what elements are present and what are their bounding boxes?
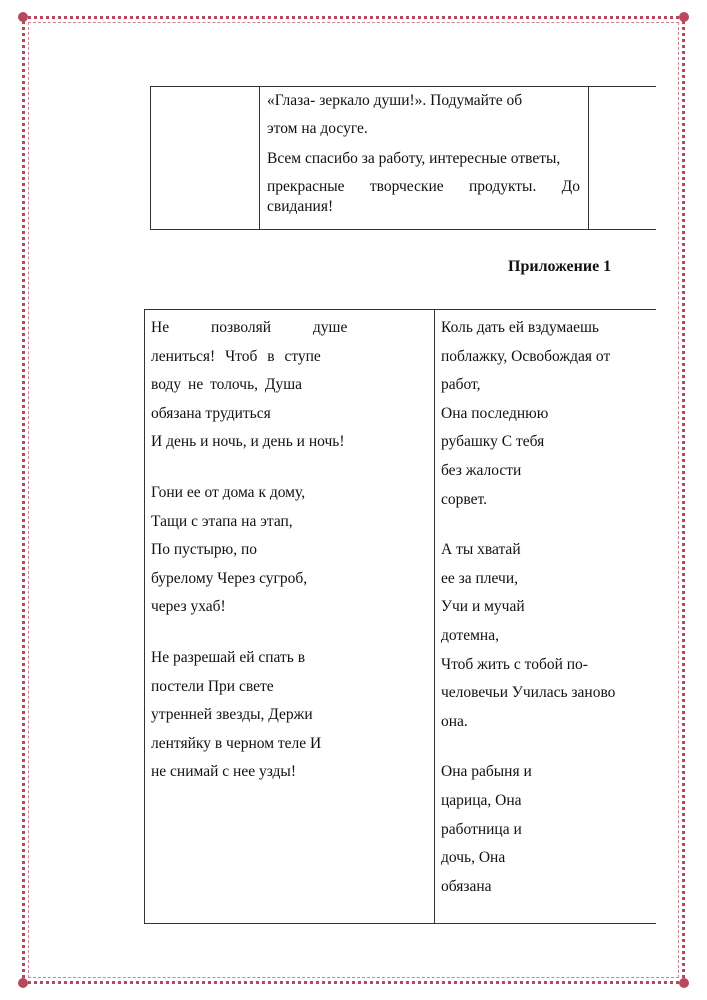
poem-line: А ты хватай (441, 541, 521, 559)
poem-line: Гони ее от дома к дому, (151, 483, 306, 501)
poem-line: Она рабыня и (441, 763, 532, 781)
poem-line: поблажку, Освобождая от (441, 347, 611, 365)
poem-stanza (151, 644, 434, 787)
poem-line: Коль дать ей вздумаешь (441, 319, 599, 336)
poem-line: без жалости (441, 461, 522, 479)
poem-stanza (441, 536, 656, 736)
poem-line: Не разрешай ей спать в (151, 648, 306, 666)
poem-line: царица, Она (441, 791, 522, 809)
poem-line: она. (441, 712, 468, 730)
poem-line: лентяйку в черном теле И (151, 734, 322, 752)
poem-right-column (435, 310, 657, 924)
border-corner-ornament (18, 978, 28, 988)
poem-line: воду не толочь, Душа (151, 376, 303, 394)
poem-line: По пустырю, по (151, 541, 258, 559)
poem-line: ее за плечи, (441, 569, 519, 587)
table-cell-text (260, 87, 589, 230)
lesson-table (150, 86, 656, 230)
poem-line: сорвет. (441, 490, 487, 508)
poem-line: через ухаб! (151, 598, 226, 616)
appendix-title: Приложение 1 (508, 258, 612, 275)
poem-line: дочь, Она (441, 849, 506, 867)
table-cell-empty (589, 87, 657, 230)
poem-stanza (151, 479, 434, 622)
poem-line: бурелому Через сугроб, (151, 569, 308, 587)
poem-line: работ, (441, 376, 481, 394)
poem-line: Тащи с этапа на этап, (151, 512, 293, 530)
poem-line: И день и ночь, и день и ночь! (151, 433, 345, 451)
poem-stanza (441, 314, 656, 514)
poem-line: Учи и мучай (441, 598, 525, 616)
table-cell-empty (151, 87, 260, 230)
poem-left-column (145, 310, 435, 924)
poem-line: лениться! Чтоб в ступе (151, 347, 321, 365)
table-text-line: этом на досуге. (267, 120, 368, 137)
poem-line: человечьи Училась заново (441, 684, 616, 702)
table-text-line: «Глаза- зеркало души!». Подумайте об (267, 92, 523, 109)
table-text-line: прекрасные творческие продукты. До свидания! (267, 178, 580, 215)
table-text-line: Всем спасибо за работу, интересные ответы, (267, 150, 561, 167)
poem-line: дотемна, (441, 626, 499, 644)
border-corner-ornament (18, 12, 28, 22)
poem-line: Чтоб жить с тобой по- (441, 655, 588, 673)
border-corner-ornament (679, 978, 689, 988)
poem-line: рубашку С тебя (441, 433, 545, 451)
poem-line: Не позволяй душе (151, 319, 348, 336)
poem-table (144, 309, 656, 924)
poem-line: не снимай с нее узды! (151, 763, 297, 781)
poem-line: обязана трудиться (151, 404, 271, 422)
poem-line: Она последнюю (441, 404, 549, 422)
poem-stanza (441, 758, 656, 901)
poem-line: работница и (441, 820, 522, 838)
poem-line: обязана (441, 877, 492, 895)
poem-line: утренней звезды, Держи (151, 706, 313, 724)
border-corner-ornament (679, 12, 689, 22)
poem-line: постели При свете (151, 677, 274, 695)
poem-stanza (151, 314, 434, 457)
